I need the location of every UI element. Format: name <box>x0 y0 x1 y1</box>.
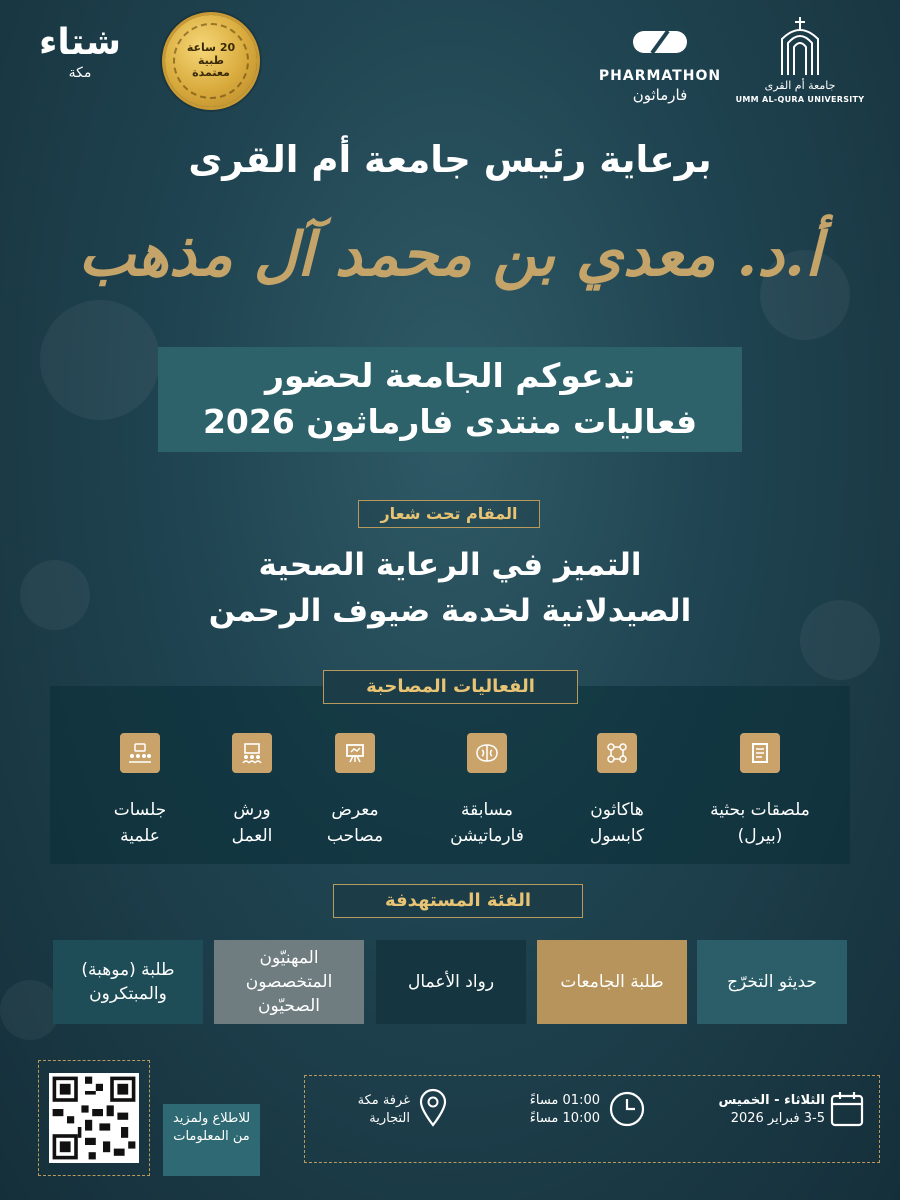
uqu-name-ar: جامعة أم القرى <box>764 79 836 92</box>
event-time-end: 10:00 مساءً <box>529 1111 600 1126</box>
sessions-icon <box>120 733 160 773</box>
event-label <box>295 797 415 849</box>
event-date-range: 3-5 فبراير 2026 <box>730 1111 825 1126</box>
event-venue-line: غرفة مكة <box>357 1093 410 1108</box>
seal-line: طبية <box>198 53 225 67</box>
calendar-icon <box>830 1091 864 1127</box>
slogan <box>0 542 900 634</box>
brain-icon <box>467 733 507 773</box>
event-item <box>557 733 677 849</box>
event-label <box>192 797 312 849</box>
event-label-line: ورش <box>233 800 271 820</box>
clock-icon <box>608 1090 646 1128</box>
uqu-name-en: UMM AL-QURA UNIVERSITY <box>735 95 865 104</box>
qr-caption: للاطلاع ولمزيد من المعلومات <box>163 1104 260 1176</box>
event-label-line: هاكاثون <box>590 800 644 820</box>
target-title: الفئة المستهدفة <box>333 884 583 918</box>
event-date <box>690 1092 825 1128</box>
uqu-emblem-icon <box>778 15 822 77</box>
event-venue-line: التجارية <box>369 1111 410 1126</box>
events-title: الفعاليات المصاحبة <box>323 670 578 704</box>
event-time <box>490 1092 600 1128</box>
event-label-line: كابسول <box>589 826 645 846</box>
decor-bubble <box>0 980 60 1040</box>
mecca-winter-logo <box>25 22 135 95</box>
event-item <box>700 733 820 849</box>
target-university-students: طلبة الجامعات <box>537 940 687 1024</box>
slogan-line: التميز في الرعاية الصحية <box>258 547 642 583</box>
invitation-line: فعاليات منتدى فارماثون 2026 <box>202 402 698 441</box>
target-entrepreneurs: رواد الأعمال <box>376 940 526 1024</box>
pharmathon-name-en: PHARMATHON <box>598 68 722 84</box>
workshop-icon <box>232 733 272 773</box>
event-label <box>427 797 547 849</box>
event-time-start: 01:00 مساءً <box>529 1093 600 1108</box>
event-label <box>80 797 200 849</box>
seal-line: معتمدة <box>192 66 230 80</box>
target-mawhiba-students: طلبة (موهبة) والمبتكرون <box>53 940 203 1024</box>
slogan-tag: المقام تحت شعار <box>358 500 540 528</box>
event-venue <box>320 1092 410 1128</box>
accredited-hours-seal <box>165 15 257 107</box>
event-label-line: جلسات <box>113 800 167 820</box>
mecca-logo-sub: مكة <box>68 65 92 81</box>
event-item <box>427 733 547 849</box>
event-days: الثلاثاء - الخميس <box>718 1093 825 1108</box>
event-label-line: ملصقات بحثية <box>710 800 810 820</box>
patron-heading: برعاية رئيس جامعة أم القرى <box>188 138 712 181</box>
event-label <box>700 797 820 849</box>
invitation-line: تدعوكم الجامعة لحضور <box>264 356 636 395</box>
event-label-line: (بيرل) <box>737 826 783 846</box>
event-label <box>557 797 677 849</box>
event-item <box>80 733 200 849</box>
uqu-logo <box>730 15 870 110</box>
event-label-line: فارماتيشن <box>450 826 524 846</box>
hackathon-icon <box>597 733 637 773</box>
pharmathon-logo <box>595 30 725 110</box>
seal-line: 20 ساعة <box>186 41 236 55</box>
decor-bubble <box>40 300 160 420</box>
slogan-line: الصيدلانية لخدمة ضيوف الرحمن <box>208 593 692 629</box>
poster-icon <box>740 733 780 773</box>
event-label-line: معرض <box>331 800 379 820</box>
event-label-line: العمل <box>231 826 273 846</box>
exhibition-icon <box>335 733 375 773</box>
pharmathon-name-ar: فارماثون <box>632 86 688 104</box>
target-health-professionals: المهنيّون المتخصصون الصحيّون <box>214 940 364 1024</box>
location-pin-icon <box>418 1088 448 1128</box>
qr-frame <box>38 1060 150 1176</box>
patron-name: أ.د. معدي بن محمد آل مذهب <box>78 220 822 290</box>
event-item <box>295 733 415 849</box>
event-label-line: مسابقة <box>461 800 513 820</box>
capsule-icon <box>632 30 688 54</box>
event-label-line: مصاحب <box>326 826 384 846</box>
invitation-box <box>158 347 742 452</box>
qr-code[interactable] <box>49 1073 139 1163</box>
mecca-logo-main: شتاء <box>38 22 122 63</box>
target-recent-graduates: حديثو التخرّج <box>697 940 847 1024</box>
event-label-line: علمية <box>120 826 160 846</box>
event-item <box>192 733 312 849</box>
